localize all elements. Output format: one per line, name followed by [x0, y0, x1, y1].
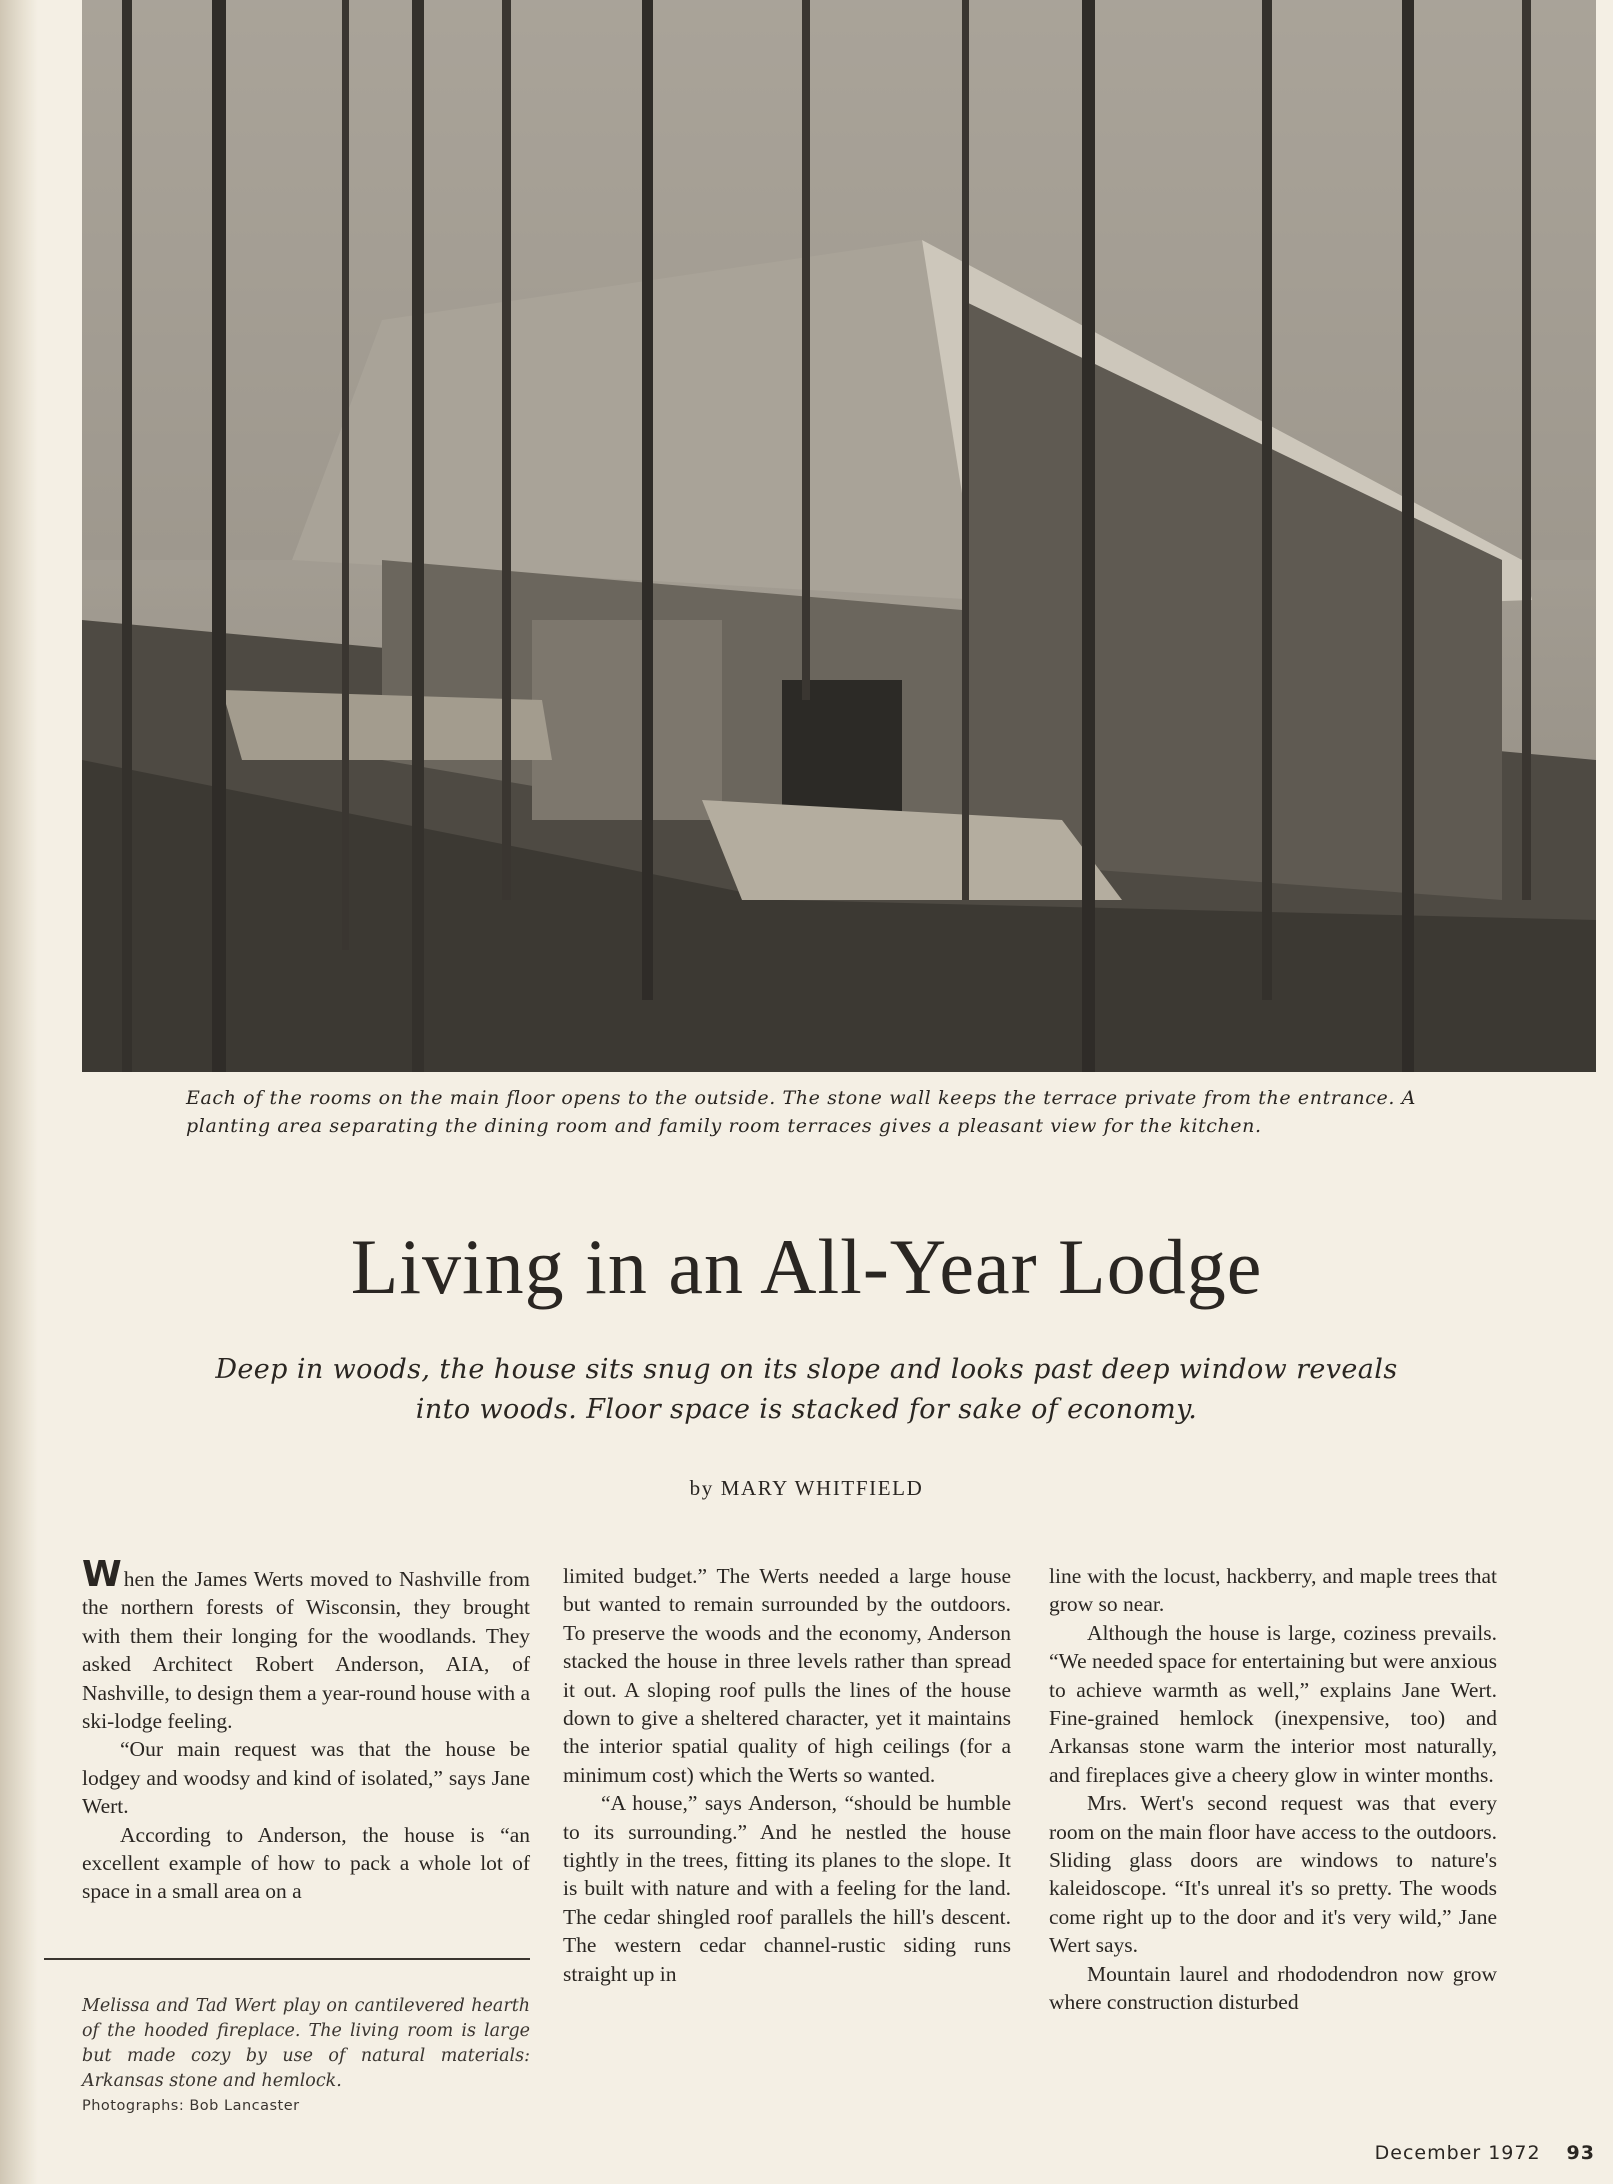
- page-number: 93: [1566, 2142, 1595, 2164]
- article-byline: by MARY WHITFIELD: [689, 1476, 924, 1500]
- column-1-paragraph-1-text: hen the James Werts moved to Nashville from the northern forests of Wisconsin, they brought with them their longing for the woodlands. They asked Architect Robert Anderson, AIA, of Nashville, to design them a year-round house with a ski-lodge feeling.: [82, 1567, 530, 1734]
- page-gutter-shadow: [0, 0, 38, 2184]
- article-column-1: [82, 1554, 530, 1906]
- page-footer: [1375, 2142, 1595, 2164]
- inset-caption-text: Melissa and Tad Wert play on cantilevered hearth of the hooded fireplace. The living room is large but made cozy by use of natural materials: Arkansas stone and hemlock.: [82, 1996, 530, 2091]
- article-subtitle: Deep in woods, the house sits snug on its slope and looks past deep window reveals into woods. Floor space is stacked for sake of economy.: [215, 1354, 1398, 1425]
- column-1-paragraph-3: According to Anderson, the house is “an excellent example of how to pack a whole lot of space in a small area on a: [82, 1822, 530, 1904]
- inset-photo-caption: [82, 1994, 530, 2119]
- inset-caption-rule: [44, 1958, 530, 1960]
- article-column-2: [563, 1562, 1011, 1988]
- column-2-paragraph-2: “A house,” says Anderson, “should be humble to its surrounding.” And he nestled the house tightly in the trees, fitting its planes to the slope. It is built with nature and with a feeling for the land. The cedar shingled roof parallels the hill's descent. The western cedar channel-rustic siding runs straight up in: [563, 1791, 1011, 1986]
- issue-date: December 1972: [1374, 2142, 1541, 2164]
- house-photo-illustration: [82, 0, 1596, 1072]
- drop-cap: W: [82, 1554, 122, 1595]
- column-1-paragraph-2: “Our main request was that the house be lodgey and woodsy and kind of isolated,” says Jane Wert.: [82, 1737, 530, 1819]
- article-title: Living in an All-Year Lodge: [350, 1223, 1263, 1310]
- column-2-paragraph-1: limited budget.” The Werts needed a large house but wanted to remain surrounded by the outdoors. To preserve the woods and the economy, Anderson stacked the house in three levels rather than spread it out. A sloping roof pulls the lines of the house down to give a sheltered character, yet it maintains the interior spatial quality of high ceilings (for a minimum cost) which the Werts so wanted.: [563, 1564, 1011, 1787]
- column-3-paragraph-1: line with the locust, hackberry, and maple trees that grow so near.: [1049, 1564, 1497, 1617]
- column-3-paragraph-2: Although the house is large, coziness prevails. “We needed space for entertaining but were anxious to achieve warmth as well,” explains Jane Wert. Fine-grained hemlock (inexpensive, too) and Arkansas stone warm the interior most naturally, and fireplaces give a cheery glow in winter months.: [1049, 1620, 1497, 1787]
- column-1-paragraph-1: [82, 1554, 530, 1735]
- house-photo: [82, 0, 1596, 1072]
- photo-credit: Photographs: Bob Lancaster: [82, 2098, 300, 2114]
- photo-caption: Each of the rooms on the main floor opens to the outside. The stone wall keeps the terrace private from the entrance. A planting area separating the dining room and family room terraces gives a pleasant view for the kitchen.: [186, 1087, 1416, 1137]
- column-3-paragraph-3: Mrs. Wert's second request was that every room on the main floor have access to the outdoors. Sliding glass doors are windows to nature's kaleidoscope. “It's unreal it's so pretty. The woods come right up to the door and it's very wild,” Jane Wert says.: [1049, 1791, 1497, 1958]
- article-column-3: [1049, 1562, 1497, 2017]
- column-3-paragraph-4: Mountain laurel and rhododendron now grow where construction disturbed: [1049, 1961, 1497, 2015]
